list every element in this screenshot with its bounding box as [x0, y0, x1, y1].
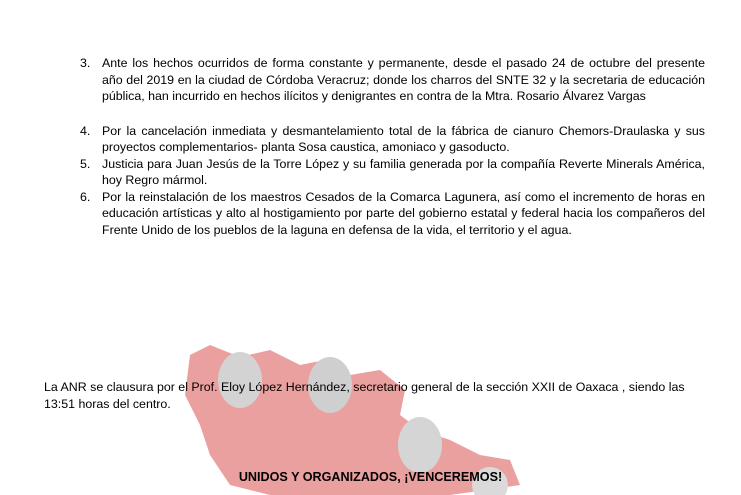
list-item	[80, 123, 705, 156]
demands-list	[80, 55, 705, 238]
slogan: UNIDOS Y ORGANIZADOS, ¡VENCEREMOS!	[238, 470, 503, 484]
item-number: 6.	[80, 189, 91, 204]
item-text: Ante los hechos ocurridos de forma constante y permanente, desde el pasado 24 de octubre del presente año del 2019 en la ciudad de Córdoba Veracruz; donde los charros del SNTE 32 y la secretaria de educación pública, han incurrido en hechos ilícitos y denigrantes en contra de la Mtra. Rosario Álvarez Vargas	[102, 56, 705, 103]
item-text: Por la reinstalación de los maestros Cesados de la Comarca Lagunera, así como el incremento de horas en educación artísticas y alto al hostigamiento por parte del gobierno estatal y federal hacia los compañeros del Frente Unido de los pueblos de la laguna en defensa de la vida, el territorio y el agua.	[102, 189, 705, 237]
list-item	[80, 156, 705, 189]
item-number: 5.	[80, 156, 91, 171]
list-item	[80, 55, 705, 105]
closing-paragraph: La ANR se clausura por el Prof. Eloy López Hernández, secretario general de la sección XXII de Oaxaca , siendo las 13:51 horas del centro.	[44, 380, 685, 411]
item-number: 4.	[80, 123, 91, 138]
item-text: Por la cancelación inmediata y desmantelamiento total de la fábrica de cianuro Chemors-Draulaska y sus proyectos complementarios- planta Sosa caustica, amoniaco y gasoducto.	[102, 123, 705, 154]
list-gap	[80, 105, 705, 123]
item-number: 3.	[80, 56, 91, 70]
list-item	[80, 189, 705, 239]
item-text: Justicia para Juan Jesús de la Torre López y su familia generada por la compañía Reverte Minerals América, hoy Regro mármol.	[102, 156, 705, 187]
